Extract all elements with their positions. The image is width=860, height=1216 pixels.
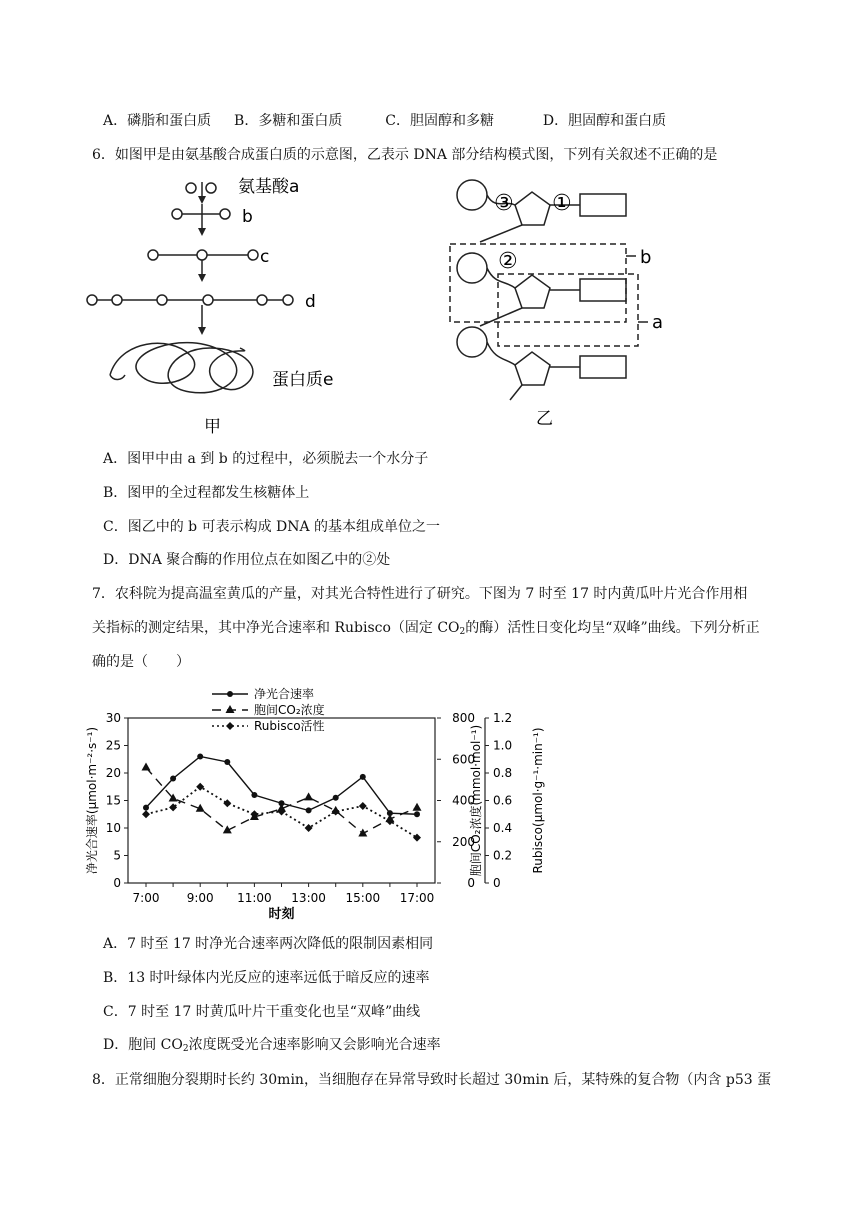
caption-jia: 甲 (204, 417, 221, 437)
right2-tick-label: 1.2 (493, 711, 513, 725)
legend-marker (226, 705, 235, 713)
label-num1: ① (552, 191, 572, 216)
left-tick-label: 0 (113, 876, 121, 890)
left-tick-label: 20 (105, 766, 121, 780)
left-tick-label: 5 (113, 848, 121, 863)
x-tick-label: 11:00 (237, 891, 272, 905)
right1-tick-label: 200 (452, 834, 475, 849)
point-diamond (142, 810, 150, 818)
point-triangle (304, 792, 313, 800)
point-circle (170, 776, 176, 782)
q7-stem-line1: 7．农科院为提高温室黄瓜的产量，对其光合特性进行了研究。下图为 7 时至 17 时内黄瓜叶片光合作用相 (92, 586, 748, 602)
q7-option-d: D．胞间 $CO_2$浓度既受光合速率影响又会影响光合速率 (103, 1037, 441, 1054)
point-diamond (359, 802, 367, 810)
figure-jia (80, 170, 380, 440)
point-triangle (413, 803, 422, 811)
right1-tick-label: 400 (452, 793, 475, 808)
left-tick-label: 30 (105, 711, 121, 725)
legend-label-3: Rubisco活性 (254, 719, 325, 733)
left-tick-label: 25 (105, 738, 121, 753)
right2-tick-label: 0.6 (493, 793, 513, 808)
q5-option-c: C．胆固醇和多糖 (385, 113, 494, 129)
right2-tick-label: 0 (493, 876, 501, 890)
left-axis-label: 净光合速率(μmol·m⁻²·s⁻¹) (85, 726, 99, 875)
left-tick-label: 15 (105, 793, 121, 808)
q7-stem-line3: 确的是（ ） (92, 654, 190, 670)
label-amino-acid-a: 氨基酸a (238, 177, 300, 197)
label-yi-a: a (652, 312, 664, 333)
q7-option-a: A．7 时至 17 时净光合速率两次降低的限制因素相同 (103, 936, 434, 952)
q5-options-row (103, 112, 666, 130)
point-circle (197, 754, 203, 760)
point-circle (360, 774, 366, 780)
q7-option-c: C．7 时至 17 时黄瓜叶片干重变化也呈“双峰”曲线 (103, 1004, 421, 1020)
figure-yi (440, 170, 700, 435)
right1-tick-label: 800 (452, 711, 475, 725)
point-diamond (332, 808, 340, 816)
label-num3: ③ (494, 191, 514, 216)
label-d: d (305, 292, 316, 312)
point-circle (333, 795, 339, 801)
label-yi-b: b (640, 247, 652, 268)
point-triangle (142, 763, 151, 771)
legend-label-1: 净光合速率 (254, 687, 315, 701)
point-circle (143, 805, 149, 811)
label-c: c (260, 247, 270, 267)
q8-stem: 8．正常细胞分裂期时长约 30min，当细胞存在异常导致时长超过 30min 后，某特殊的复合物（内含 p53 蛋 (92, 1072, 772, 1088)
caption-yi: 乙 (536, 409, 553, 429)
point-circle (306, 807, 312, 813)
right2-tick-label: 1.0 (493, 738, 513, 753)
right1-tick-label: 600 (452, 752, 475, 767)
point-diamond (196, 783, 204, 791)
label-protein-e: 蛋白质e (272, 370, 334, 390)
q7-stem-line2: 关指标的测定结果，其中净光合速率和 Rubisco（固定 $CO_2$的酶）活性日变化均呈“双峰”曲线。下列分析正 (92, 620, 760, 637)
x-tick-label: 13:00 (291, 891, 326, 905)
point-circle (224, 759, 230, 765)
legend-marker (226, 722, 234, 730)
q7-option-b: B．13 时叶绿体内光反应的速率远低于暗反应的速率 (103, 970, 430, 986)
x-tick-label: 9:00 (186, 891, 214, 905)
q6-stem: 6．如图甲是由氨基酸合成蛋白质的示意图，乙表示 DNA 部分结构模式图，下列有关叙述不正确的是 (92, 147, 718, 163)
x-axis-label: 时刻 (268, 907, 295, 922)
point-diamond (413, 834, 421, 842)
q6-option-b: B．图甲的全过程都发生核糖体上 (103, 485, 310, 501)
point-diamond (305, 824, 313, 832)
q5-option-d: D．胆固醇和蛋白质 (542, 113, 667, 129)
left-tick-label: 10 (105, 821, 121, 835)
right1-tick-label: 0 (467, 876, 475, 890)
legend-marker (227, 691, 233, 697)
label-b: b (242, 207, 253, 227)
legend-label-2: 胞间CO₂浓度 (254, 703, 325, 717)
x-tick-label: 17:00 (399, 891, 435, 905)
q6-option-d: D．DNA 聚合酶的作用位点在如图乙中的②处 (103, 552, 391, 568)
right1-axis-label: 胞间CO₂浓度(mmol·mol⁻¹) (469, 724, 483, 877)
point-diamond (223, 799, 231, 807)
x-tick-label: 7:00 (132, 891, 160, 905)
q5-option-a: A．磷脂和蛋白质 (103, 113, 212, 129)
label-num2: ② (498, 249, 518, 274)
point-circle (251, 792, 257, 798)
q6-option-a: A．图甲中由 a 到 b 的过程中，必须脱去一个水分子 (103, 451, 429, 467)
point-circle (414, 811, 420, 817)
x-tick-label: 15:00 (345, 891, 381, 905)
right2-tick-label: 0.2 (493, 848, 513, 863)
right2-tick-label: 0.8 (493, 766, 513, 780)
q6-option-c: C．图乙中的 b 可表示构成 DNA 的基本组成单位之一 (103, 519, 441, 535)
q5-option-b: B．多糖和蛋白质 (234, 113, 343, 129)
photosynthesis-chart (80, 680, 560, 925)
right2-axis-label: Rubisco(μmol·g⁻¹·min⁻¹) (531, 727, 545, 874)
protein-coil (110, 343, 253, 393)
right2-tick-label: 0.4 (493, 821, 513, 835)
point-diamond (278, 808, 286, 816)
